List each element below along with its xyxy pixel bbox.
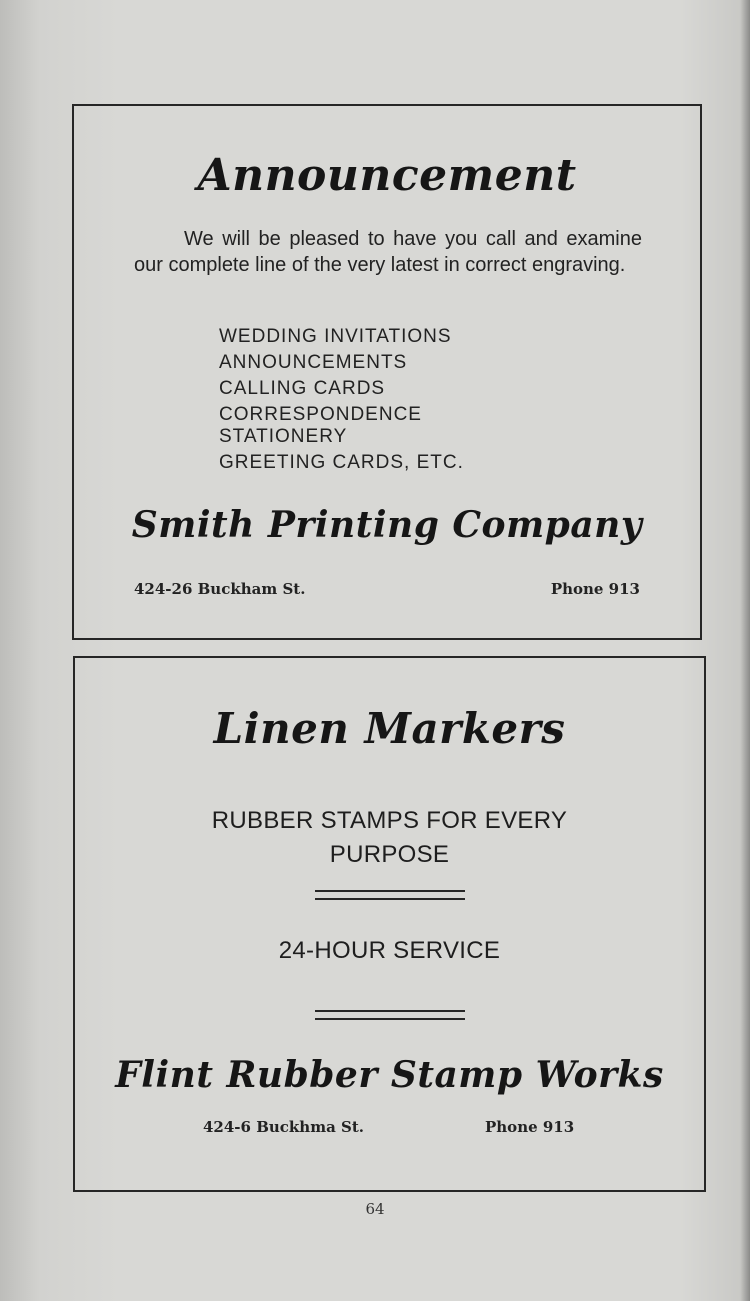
company-name: Flint Rubber Stamp Works	[115, 1054, 664, 1096]
company-address: 424-6 Buckhma St.	[203, 1118, 365, 1136]
ad-title: Announcement	[197, 150, 577, 201]
ad-intro-content: We will be pleased to have you call and examine our complete line of the very latest in correct engraving.	[134, 228, 642, 276]
double-rule-divider	[315, 890, 465, 900]
ad-intro-text	[134, 226, 642, 278]
product-list	[219, 324, 464, 476]
page-number: 64	[365, 1200, 385, 1218]
ad-tagline: RUBBER STAMPS FOR EVERY PURPOSE	[211, 807, 568, 868]
product-item: GREETING CARDS, ETC.	[219, 452, 464, 473]
company-phone: Phone 913	[485, 1118, 575, 1136]
ad-title: Linen Markers	[213, 704, 566, 753]
company-phone: Phone 913	[550, 580, 640, 598]
product-item: CALLING CARDS	[219, 378, 386, 399]
double-rule-divider	[315, 1010, 465, 1020]
service-text: 24-HOUR SERVICE	[278, 937, 501, 964]
product-item	[219, 404, 464, 448]
product-item-line: CORRESPONDENCE	[219, 404, 422, 425]
product-item: WEDDING INVITATIONS	[219, 326, 452, 347]
product-item-line: STATIONERY	[219, 426, 348, 447]
announcement-ad	[72, 104, 702, 640]
product-item: ANNOUNCEMENTS	[219, 352, 408, 373]
company-address: 424-26 Buckham St.	[134, 580, 306, 598]
company-name: Smith Printing Company	[131, 504, 643, 546]
linen-markers-ad	[73, 656, 706, 1192]
